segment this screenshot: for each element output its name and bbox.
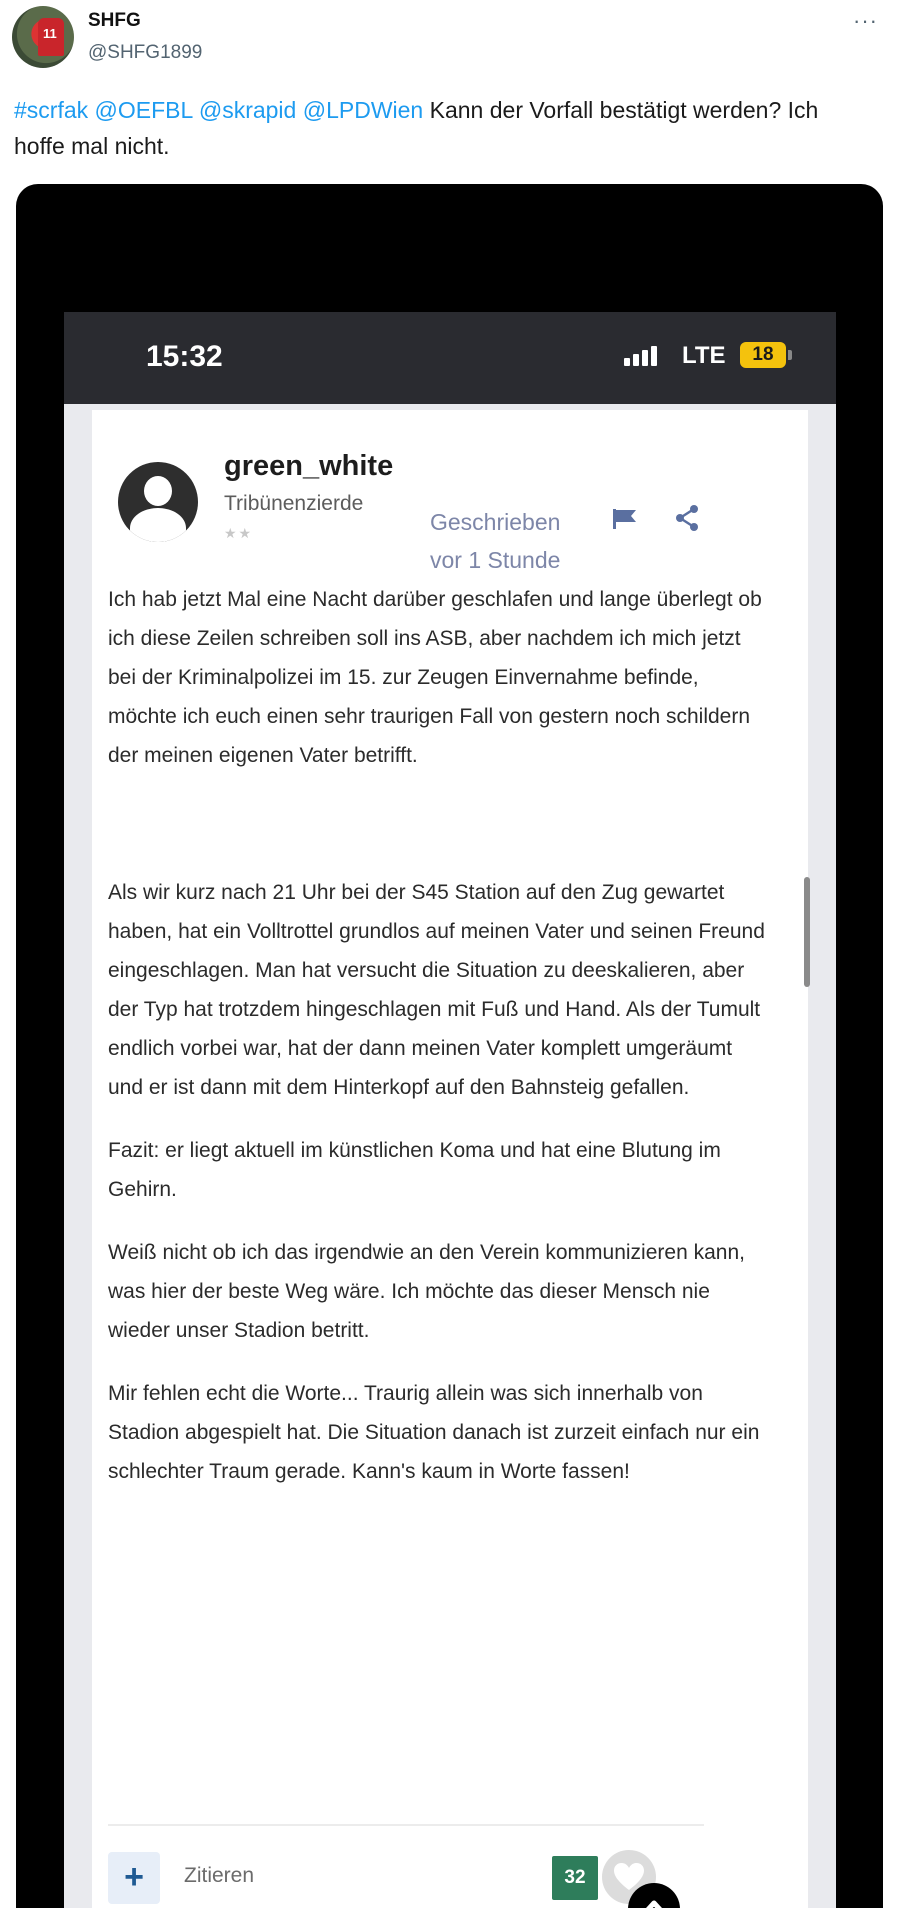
- rank-stars: ★★: [224, 525, 254, 541]
- hashtag-scrfak[interactable]: #scrfak: [14, 97, 89, 123]
- signal-icon: [624, 346, 660, 366]
- jersey-number: 11: [43, 26, 57, 41]
- display-name[interactable]: SHFG: [88, 10, 141, 31]
- mention-skrapid[interactable]: @skrapid: [198, 97, 297, 123]
- author-rank: Tribünenzierde: [224, 492, 364, 515]
- avatar-body: [130, 508, 186, 542]
- tweet-body: Kann der Vorfall bestätigt werden? Ich hoffe mal nicht.: [14, 97, 819, 159]
- mention-lpdwien[interactable]: @LPDWien: [302, 97, 424, 123]
- forum-post: [92, 410, 808, 1908]
- author-avatar[interactable]: [118, 462, 198, 542]
- avatar-head: [144, 476, 172, 506]
- multiquote-button[interactable]: +: [108, 1852, 160, 1904]
- post-paragraph: Ich hab jetzt Mal eine Nacht darüber geschlafen und lange überlegt ob ich diese Zeilen schreiben soll ins ASB, aber nachdem ich mich jetzt bei der Kriminalpolizei im 15. zur Zeugen Einvernahme befinde, möchte ich euch einen sehr traurigen Fall von gestern noch schildern der meinen eigenen Vater betrifft.: [108, 588, 762, 767]
- share-icon[interactable]: [674, 504, 700, 532]
- battery-tip: [788, 350, 792, 360]
- user-handle[interactable]: @SHFG1899: [88, 42, 203, 63]
- battery-icon: 18: [740, 342, 786, 368]
- post-paragraph: Fazit: er liegt aktuell im künstlichen Koma und hat eine Blutung im Gehirn.: [108, 1139, 721, 1201]
- tweet-media[interactable]: [16, 184, 883, 1908]
- tweet-header: [0, 0, 900, 80]
- post-body: [108, 580, 770, 1515]
- network-label: LTE: [682, 342, 726, 369]
- scrollbar[interactable]: [804, 877, 810, 987]
- post-paragraph: Mir fehlen echt die Worte... Traurig allein was sich innerhalb von Stadion abgespielt hat. Die Situation danach ist zurzeit einfach nur ein schlechter Traum gerade. Kann's kaum in Worte fassen!: [108, 1382, 760, 1483]
- post-timestamp[interactable]: [430, 503, 590, 579]
- post-divider: [108, 1824, 704, 1826]
- quote-button[interactable]: Zitieren: [184, 1864, 255, 1887]
- user-avatar[interactable]: [12, 6, 74, 68]
- status-bar: [64, 312, 836, 404]
- status-time: 15:32: [146, 340, 223, 373]
- reaction-count-badge[interactable]: 32: [552, 1856, 598, 1900]
- mention-oefbl[interactable]: @OEFBL: [94, 97, 193, 123]
- chevron-up-icon: [639, 1893, 669, 1908]
- timestamp-line-1: Geschrieben: [430, 509, 561, 535]
- post-paragraph: Als wir kurz nach 21 Uhr bei der S45 Station auf den Zug gewartet haben, hat ein Volltrottel grundlos auf meinen Vater und seinen Freund eingeschlagen. Man hat versucht die Situation zu deeskalieren, aber der Typ hat trotzdem hingeschlagen mit Fuß und Hand. Als der Tumult endlich vorbei war, hat der dann meinen Vater komplett umgeräumt und er ist dann mit dem Hinterkopf auf den Bahnsteig gefallen.: [108, 881, 765, 1099]
- tweet-text: [14, 92, 874, 164]
- timestamp-line-2: vor 1 Stunde: [430, 547, 561, 573]
- flag-icon[interactable]: [612, 508, 638, 530]
- more-options-icon[interactable]: ···: [853, 8, 878, 33]
- author-name[interactable]: green_white: [224, 450, 394, 482]
- post-paragraph: Weiß nicht ob ich das irgendwie an den Verein kommunizieren kann, was hier der beste Weg wäre. Ich möchte das dieser Mensch nie wieder unser Stadion betritt.: [108, 1241, 745, 1342]
- phone-screenshot: [64, 312, 836, 1908]
